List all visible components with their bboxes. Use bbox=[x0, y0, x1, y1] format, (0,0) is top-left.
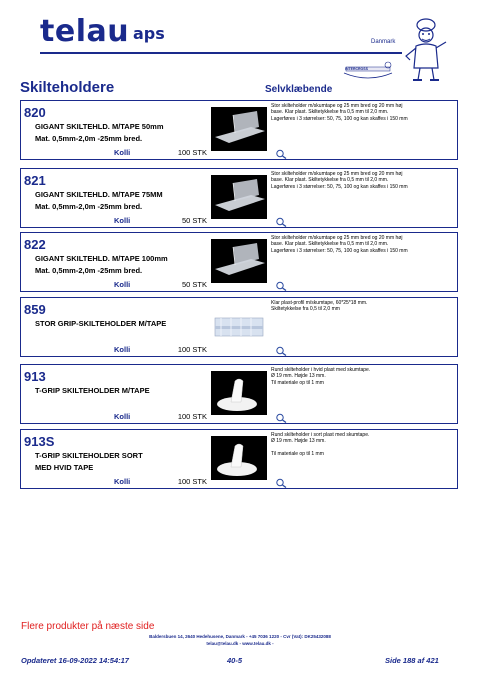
zoom-icon[interactable] bbox=[275, 343, 287, 353]
package-quantity: 100 STK bbox=[177, 148, 207, 157]
product-photo bbox=[211, 304, 267, 348]
description-line: Til materiale op til 1 mm bbox=[271, 450, 324, 457]
badge-text: INTERCROSS bbox=[345, 67, 368, 71]
product-photo bbox=[211, 371, 267, 415]
product-description bbox=[271, 235, 457, 254]
description-line: Lagerføres i 3 størrelser: 50, 75, 100 og kan skaffes i 150 mm bbox=[271, 115, 408, 122]
product-photo bbox=[211, 239, 267, 283]
product-card bbox=[20, 364, 458, 424]
description-line: Stor skilteholder m/skumtape og 25 mm bred og 20 mm høj bbox=[271, 171, 403, 177]
brand-logo: telau bbox=[40, 14, 130, 49]
product-description bbox=[271, 367, 457, 386]
product-code: 913 bbox=[24, 369, 46, 384]
description-line: Rund skilteholder i hvid plast med skumtape. bbox=[271, 367, 371, 373]
product-name-line: Mat. 0,5mm-2,0m -25mm bred. bbox=[35, 266, 143, 275]
kolli-label: Kolli bbox=[114, 412, 131, 421]
product-name-line: Mat. 0,5mm-2,0m -25mm bred. bbox=[35, 134, 143, 143]
package-quantity: 100 STK bbox=[177, 412, 207, 421]
page-number: Side 188 af 421 bbox=[385, 656, 439, 665]
package-quantity: 100 STK bbox=[177, 345, 207, 354]
zoom-icon[interactable] bbox=[275, 278, 287, 288]
product-card bbox=[20, 100, 458, 160]
zoom-icon[interactable] bbox=[275, 475, 287, 485]
mascot-icon bbox=[402, 16, 448, 84]
product-photo bbox=[211, 107, 267, 151]
product-name-line: T-GRIP SKILTEHOLDER SORT bbox=[35, 451, 143, 460]
zoom-icon[interactable] bbox=[275, 410, 287, 420]
company-address: Baldersbuen 14, 2640 Hedehusene, Danmark - +45 7036 1220 - Cvr (Vat): DK25432088 bbox=[149, 634, 331, 639]
product-card bbox=[20, 429, 458, 489]
description-line: Rund skilteholder i sort plast med skumtape. bbox=[271, 432, 370, 438]
product-photo bbox=[211, 175, 267, 219]
brand-logo-suffix: aps bbox=[133, 24, 165, 43]
package-quantity: 50 STK bbox=[181, 280, 207, 289]
kolli-label: Kolli bbox=[114, 148, 131, 157]
product-description bbox=[271, 432, 457, 457]
product-name-line: Mat. 0,5mm-2,0m -25mm bred. bbox=[35, 202, 143, 211]
product-code: 820 bbox=[24, 105, 46, 120]
kolli-label: Kolli bbox=[114, 345, 131, 354]
more-products-link[interactable]: Flere produkter på næste side bbox=[21, 621, 155, 632]
description-line: Stor skilteholder m/skumtape og 25 mm bred og 20 mm høj bbox=[271, 235, 403, 241]
kolli-label: Kolli bbox=[114, 216, 131, 225]
product-description bbox=[271, 103, 457, 122]
product-name-line: GIGANT SKILTEHLD. M/TAPE 75MM bbox=[35, 190, 163, 199]
kolli-label: Kolli bbox=[114, 280, 131, 289]
product-name-line: GIGANT SKILTEHLD. M/TAPE 50mm bbox=[35, 122, 164, 131]
description-line: Ø 19 mm. Højde 13 mm. bbox=[271, 438, 326, 445]
product-code: 859 bbox=[24, 302, 46, 317]
product-photo bbox=[211, 436, 267, 480]
country-label: Danmark bbox=[371, 39, 396, 45]
updated-timestamp: Opdateret 16-09-2022 14:54:17 bbox=[21, 656, 129, 665]
section-number: 40-5 bbox=[227, 656, 243, 665]
product-name-line: MED HVID TAPE bbox=[35, 463, 94, 472]
zoom-icon[interactable] bbox=[275, 214, 287, 224]
description-line: Stor skilteholder m/skumtape og 25 mm bred og 20 mm høj bbox=[271, 103, 403, 109]
product-code: 913S bbox=[24, 434, 55, 449]
description-line: Lagerføres i 3 størrelser: 50, 75, 100 og kan skaffes i 150 mm bbox=[271, 183, 408, 190]
description-line: base. Klar plast. Skiltetykkelse fra 0,5 mm til 2,0 mm. bbox=[271, 241, 389, 248]
product-card bbox=[20, 232, 458, 292]
product-description bbox=[271, 300, 457, 313]
page-subtitle: Selvklæbende bbox=[265, 84, 333, 95]
description-line: Skiltetykkelse fra 0,5 til 2,0 mm bbox=[271, 306, 340, 313]
product-description bbox=[271, 171, 457, 190]
product-name-line: GIGANT SKILTEHLD. M/TAPE 100mm bbox=[35, 254, 168, 263]
description-line: Til materiale op til 1 mm bbox=[271, 379, 324, 386]
header-rule bbox=[40, 52, 402, 54]
product-card bbox=[20, 297, 458, 357]
product-name-line: T-GRIP SKILTEHOLDER M/TAPE bbox=[35, 386, 150, 395]
product-code: 821 bbox=[24, 173, 46, 188]
description-line: Lagerføres i 3 størrelser: 50, 75, 100 og kan skaffes i 150 mm bbox=[271, 247, 408, 254]
product-code: 822 bbox=[24, 237, 46, 252]
description-line: Klar plast-profil m/skumtape, 60*25*18 mm. bbox=[271, 300, 368, 306]
description-line: Ø 19 mm. Højde 13 mm. bbox=[271, 373, 326, 380]
company-contact: telau@telau.dk - www.telau.dk - bbox=[206, 641, 274, 646]
product-card bbox=[20, 168, 458, 228]
description-line: base. Klar plast. Skiltetykkelse fra 0,5 mm til 2,0 mm. bbox=[271, 177, 389, 184]
package-quantity: 100 STK bbox=[177, 477, 207, 486]
package-quantity: 50 STK bbox=[181, 216, 207, 225]
page-title: Skilteholdere bbox=[20, 79, 115, 96]
zoom-icon[interactable] bbox=[275, 146, 287, 156]
product-name-line: STOR GRIP-SKILTEHOLDER M/TAPE bbox=[35, 319, 167, 328]
description-line: base. Klar plast. Skiltetykkelse fra 0,5 mm til 2,0 mm. bbox=[271, 109, 389, 116]
kolli-label: Kolli bbox=[114, 477, 131, 486]
